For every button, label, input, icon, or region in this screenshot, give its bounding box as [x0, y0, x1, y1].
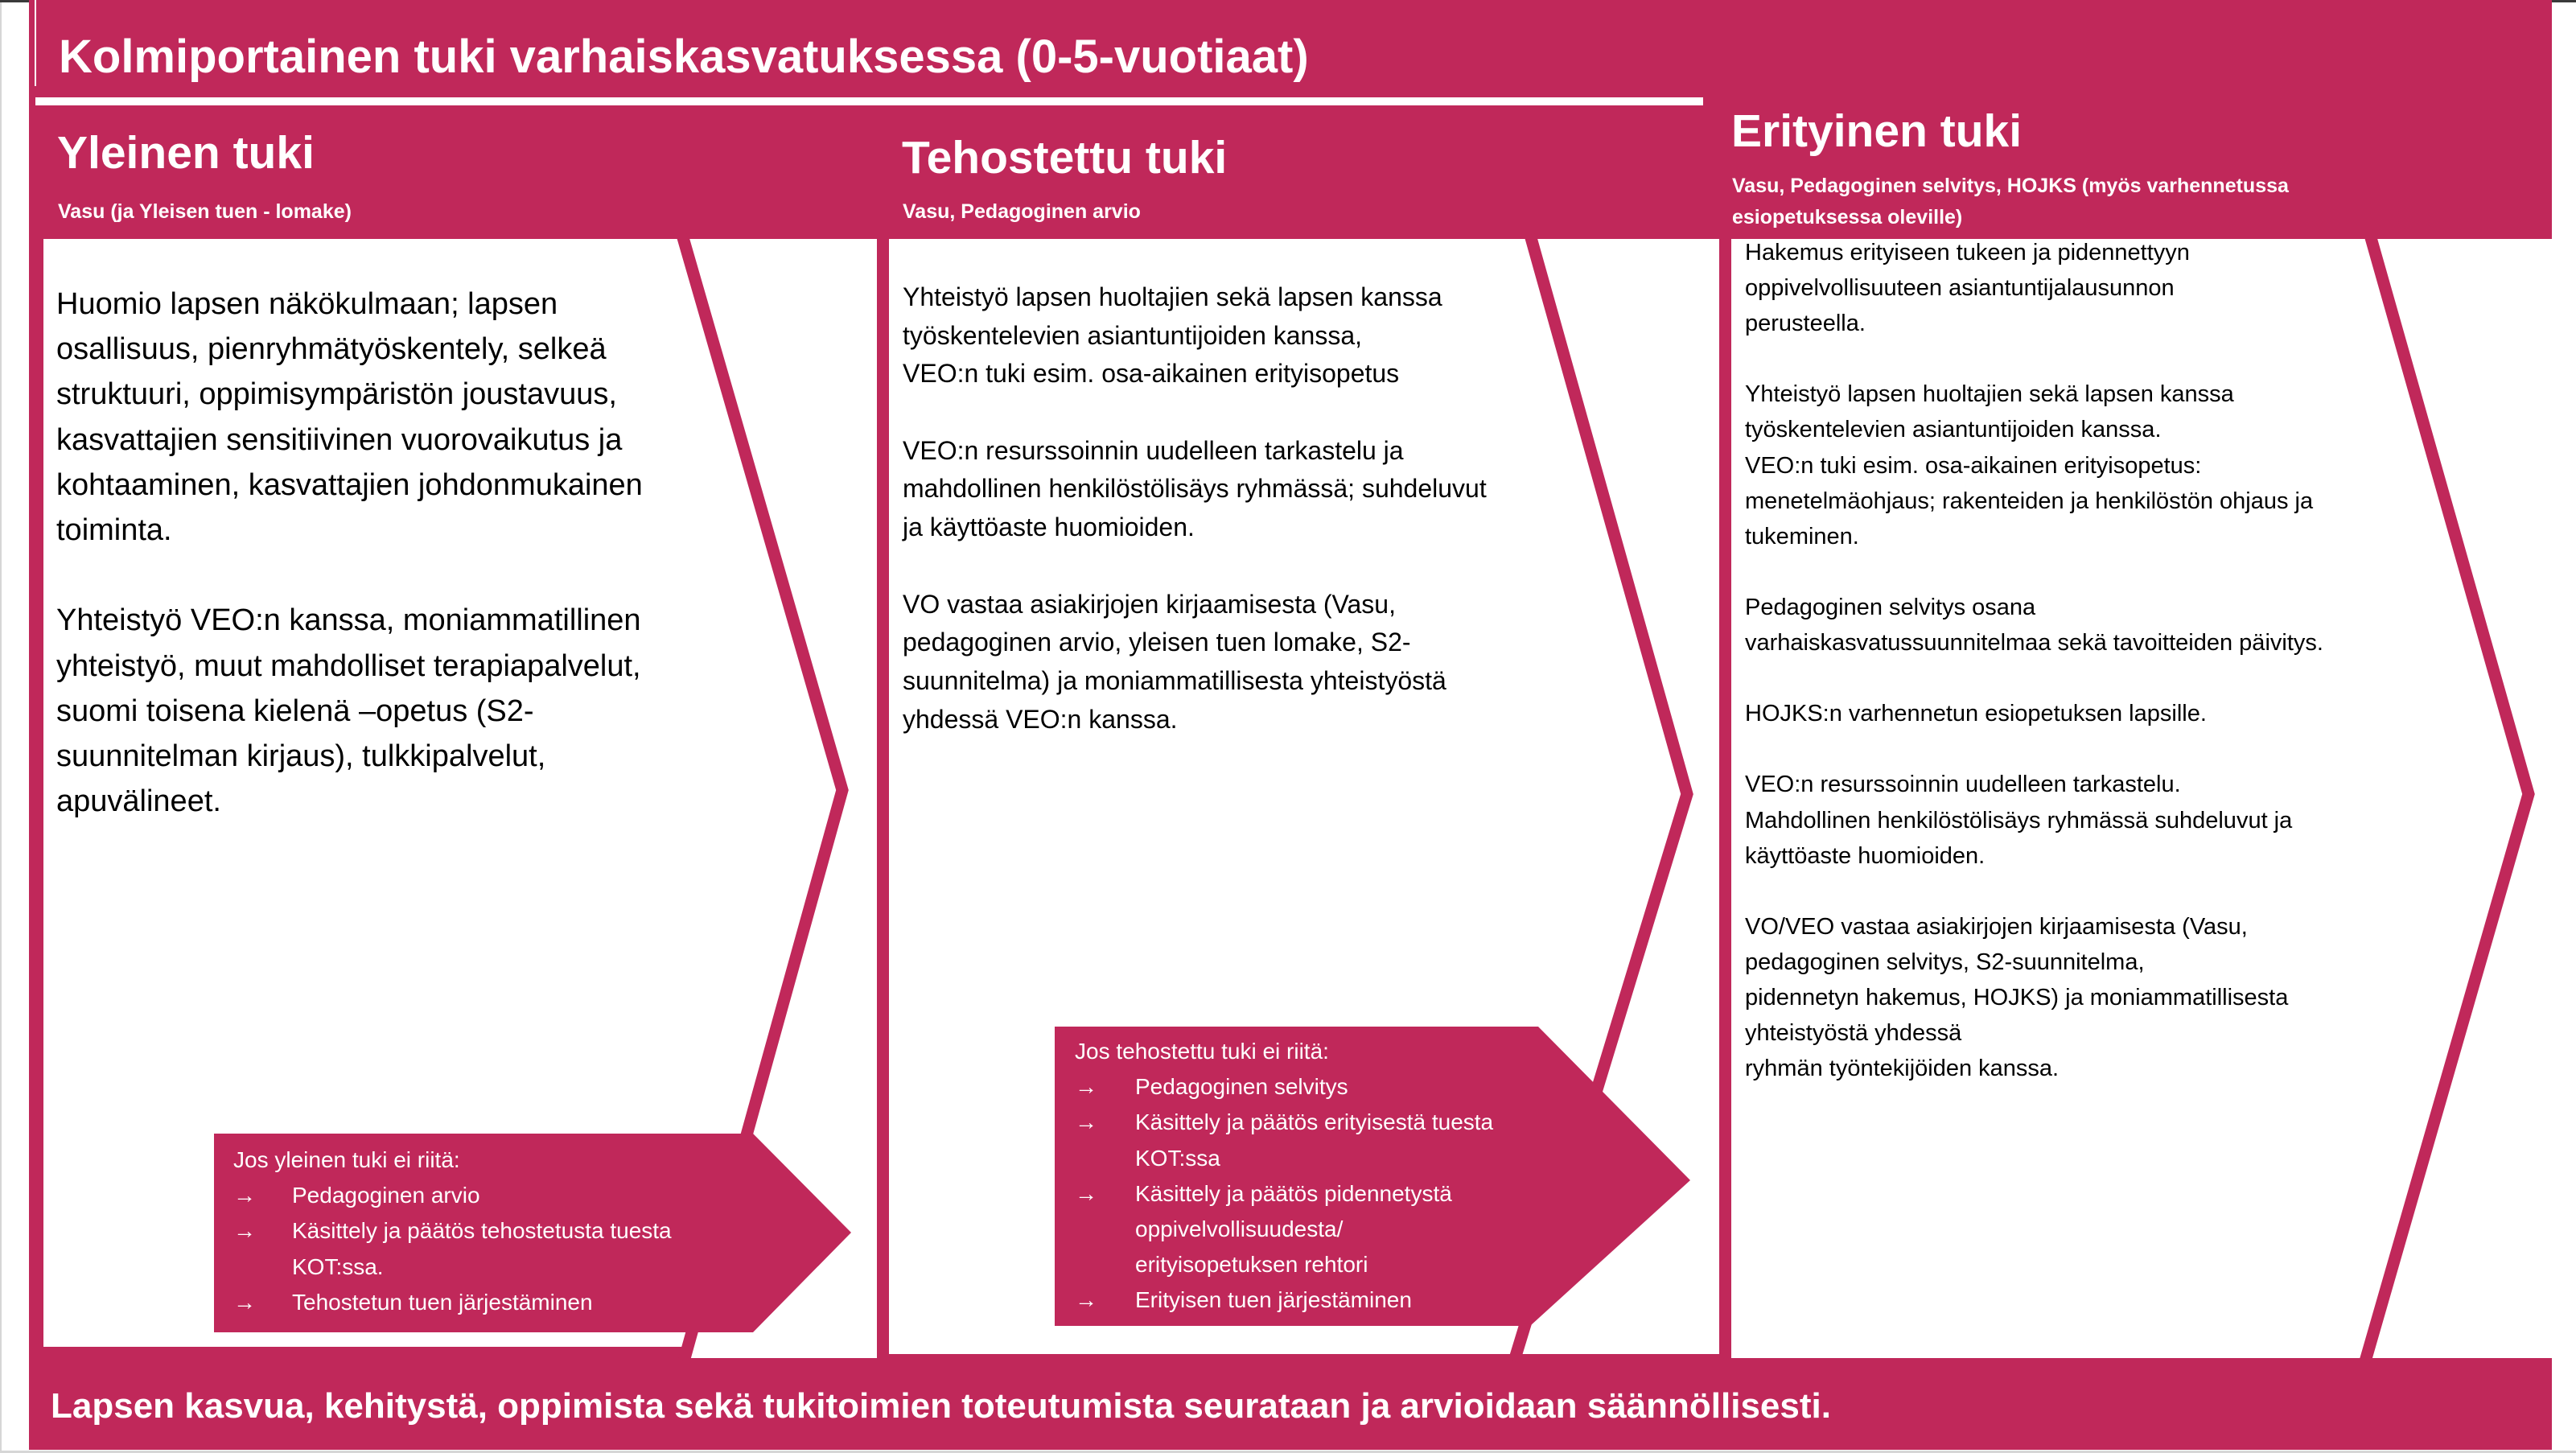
body-paragraph	[1745, 590, 2323, 661]
body-line: pedagoginen arvio, yleisen tuen lomake, S2-	[903, 628, 1411, 657]
body-line: varhaiskasvatussuunnitelmaa sekä tavoitteiden päivitys.	[1745, 630, 2323, 657]
callout-item-line: Käsittely ja päätös pidennetystä	[1135, 1180, 1452, 1206]
callout-item-line: Tehostetun tuen järjestäminen	[292, 1289, 593, 1315]
body-line: suunnitelma) ja moniammatillisesta yhteistyöstä	[903, 665, 1446, 695]
body-paragraph	[903, 278, 1487, 393]
callout-item-line: oppivelvollisuudesta/	[1135, 1216, 1344, 1241]
documents-line: Vasu, Pedagoginen arvio	[903, 200, 1141, 223]
documents-line: Vasu (ja Yleisen tuen - lomake)	[58, 200, 352, 223]
body-line: VO/VEO vastaa asiakirjojen kirjaamisesta (Vasu,	[1745, 913, 2248, 940]
body-line: struktuuri, oppimisympäristön joustavuus,	[56, 377, 617, 412]
body-line: Pedagoginen selvitys osana	[1745, 594, 2036, 620]
left-edge-strip	[0, 0, 2, 1453]
body-line: työskentelevien asiantuntijoiden kanssa,	[903, 320, 1363, 350]
body-paragraph	[56, 598, 643, 824]
body-paragraph	[1745, 235, 2323, 341]
callout-item	[233, 1178, 672, 1213]
body-line: pedagoginen selvitys, S2-suunnitelma,	[1745, 949, 2145, 975]
arrow-right-icon	[233, 1178, 256, 1213]
body-tehostettu	[903, 278, 1487, 739]
body-line: menetelmäohjaus; rakenteiden ja henkilöstön ohjaus ja	[1745, 488, 2314, 514]
callout-item	[1075, 1105, 1493, 1175]
body-paragraph	[1745, 377, 2323, 554]
body-line: Yhteistyö lapsen huoltajien sekä lapsen kanssa	[1745, 381, 2234, 408]
top-left-dark-bar	[0, 0, 29, 2]
body-yleinen	[56, 282, 643, 824]
body-line: ryhmän työntekijöiden kanssa.	[1745, 1056, 2060, 1082]
body-paragraph	[1745, 696, 2323, 731]
body-line: ja käyttöaste huomioiden.	[903, 512, 1195, 542]
body-line: apuvälineet.	[56, 784, 221, 819]
body-line: suunnitelman kirjaus), tulkkipalvelut,	[56, 739, 546, 773]
body-paragraph	[1745, 767, 2323, 873]
arrow-right-icon	[233, 1213, 256, 1249]
body-line: VEO:n tuki esim. osa-aikainen erityisopetus	[903, 359, 1400, 389]
body-line: VO vastaa asiakirjojen kirjaamisesta (Vasu,	[903, 589, 1396, 619]
body-line: pidennetyn hakemus, HOJKS) ja moniammatillisesta	[1745, 984, 2289, 1011]
body-line: perusteella.	[1745, 311, 1866, 337]
header-left-rule	[35, 0, 36, 86]
callout-item-line: erityisopetuksen rehtori	[1135, 1252, 1368, 1278]
callout-item	[1075, 1282, 1493, 1318]
footer-statement: Lapsen kasvua, kehitystä, oppimista sekä tukitoimien toteutumista seurataan ja arvioidaan säännöllisesti.	[51, 1386, 1831, 1426]
body-line: suomi toisena kielenä –opetus (S2-	[56, 694, 534, 728]
callout-tehostettu	[1075, 1034, 1493, 1319]
body-line: toiminta.	[56, 512, 172, 547]
callout-heading: Jos yleinen tuki ei riitä:	[233, 1147, 460, 1172]
body-line: yhteistyöstä yhdessä	[1745, 1020, 1962, 1047]
body-line: VEO:n tuki esim. osa-aikainen erityisopetus:	[1745, 452, 2202, 479]
body-line: VEO:n resurssoinnin uudelleen tarkastelu ja	[903, 435, 1404, 465]
body-paragraph	[903, 432, 1487, 547]
callout-item-line: KOT:ssa	[1135, 1145, 1220, 1171]
top-right-dark-bar	[2549, 0, 2576, 2]
arrow-right-icon	[233, 1285, 256, 1320]
level-heading-erityinen: Erityinen tuki	[1731, 105, 2023, 157]
callout-item	[233, 1213, 672, 1284]
callout-item	[233, 1285, 672, 1320]
body-paragraph	[1745, 909, 2323, 1086]
body-paragraph	[903, 586, 1487, 739]
body-line: työskentelevien asiantuntijoiden kanssa.	[1745, 417, 2162, 443]
page-title: Kolmiportainen tuki varhaiskasvatuksessa (0-5-vuotiaat)	[59, 31, 1309, 83]
level-heading-yleinen: Yleinen tuki	[57, 127, 315, 179]
body-line: käyttöaste huomioiden.	[1745, 842, 1985, 869]
arrow-right-icon	[1075, 1176, 1097, 1212]
callout-item	[1075, 1069, 1493, 1105]
body-line: kohtaaminen, kasvattajien johdonmukainen	[56, 467, 643, 502]
body-line: mahdollinen henkilöstölisäys ryhmässä; suhdeluvut	[903, 474, 1487, 504]
arrow-right-icon	[1075, 1105, 1097, 1140]
body-erityinen	[1745, 235, 2323, 1086]
documents-line: Vasu, Pedagoginen selvitys, HOJKS (myös varhennetussa	[1732, 175, 2289, 197]
callout-item-line: Pedagoginen arvio	[292, 1183, 480, 1208]
callout-item-line: Käsittely ja päätös tehostetusta tuesta	[292, 1218, 672, 1244]
body-paragraph	[56, 282, 643, 553]
body-line: VEO:n resurssoinnin uudelleen tarkastelu.	[1745, 772, 2181, 798]
level-heading-tehostettu: Tehostettu tuki	[902, 132, 1228, 183]
body-line: HOJKS:n varhennetun esiopetuksen lapsille.	[1745, 701, 2207, 727]
arrow-right-icon	[1075, 1069, 1097, 1105]
body-line: yhdessä VEO:n kanssa.	[903, 704, 1178, 734]
callout-item-line: Pedagoginen selvitys	[1135, 1074, 1348, 1100]
callout-item	[1075, 1176, 1493, 1283]
documents-line: esiopetuksessa oleville)	[1732, 206, 1963, 228]
callout-heading: Jos tehostettu tuki ei riitä:	[1075, 1039, 1329, 1064]
body-line: Yhteistyö lapsen huoltajien sekä lapsen kanssa	[903, 282, 1442, 311]
body-line: Hakemus erityiseen tukeen ja pidennettyyn	[1745, 240, 2190, 265]
body-line: osallisuus, pienryhmätyöskentely, selkeä	[56, 332, 607, 367]
level-documents-yleinen	[58, 197, 352, 226]
callout-item-line: KOT:ssa.	[292, 1253, 384, 1279]
body-line: Mahdollinen henkilöstölisäys ryhmässä suhdeluvut ja	[1745, 807, 2293, 834]
title-divider-line	[35, 97, 1703, 105]
callout-item-line: Erityisen tuen järjestäminen	[1135, 1287, 1412, 1313]
body-line: yhteistyö, muut mahdolliset terapiapalvelut,	[56, 648, 641, 683]
body-line: Huomio lapsen näkökulmaan; lapsen	[56, 287, 558, 321]
body-line: tukeminen.	[1745, 523, 1859, 550]
body-line: oppivelvollisuuteen asiantuntijalausunnon	[1745, 275, 2175, 302]
body-line: kasvattajien sensitiivinen vuorovaikutus ja	[56, 422, 623, 457]
callout-item-line: Käsittely ja päätös erityisestä tuesta	[1135, 1109, 1494, 1135]
callout-yleinen	[233, 1142, 672, 1320]
arrow-right-icon	[1075, 1282, 1097, 1318]
body-line: Yhteistyö VEO:n kanssa, moniammatillinen	[56, 603, 641, 638]
level-documents-tehostettu	[903, 197, 1141, 226]
level-documents-erityinen	[1732, 171, 2289, 233]
